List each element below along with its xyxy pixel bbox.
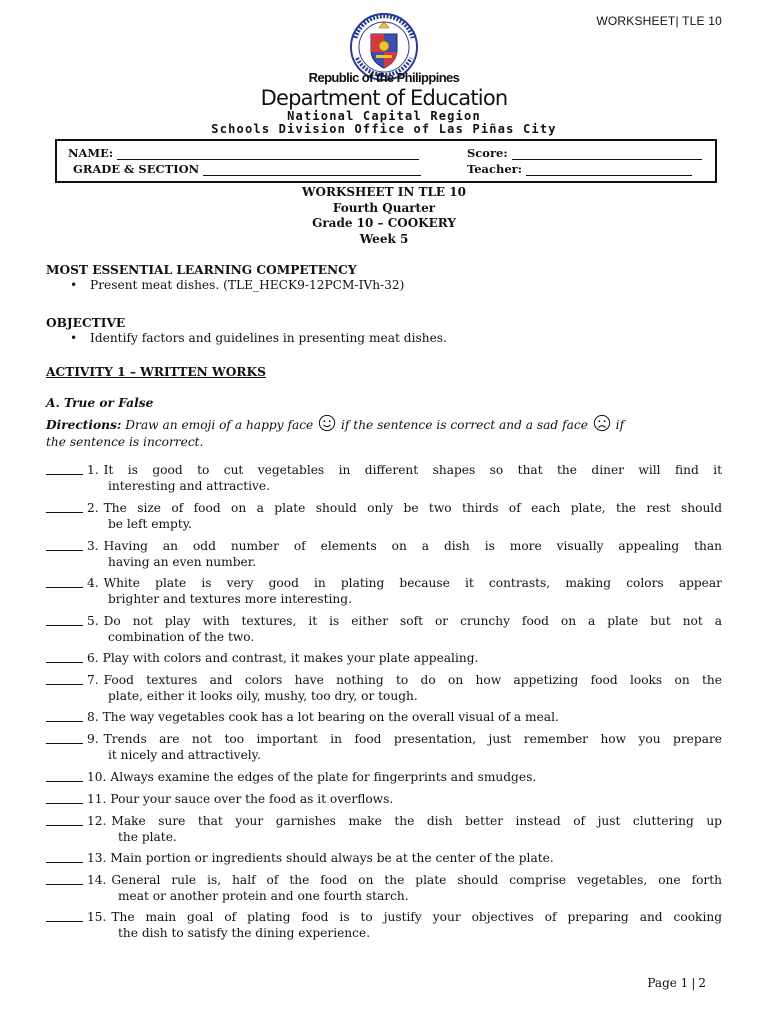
score-row bbox=[467, 146, 702, 160]
item-text: Make sure that your garnishes make the dish better instead of just cluttering up bbox=[111, 814, 722, 828]
item-number: 10. bbox=[87, 770, 107, 784]
item-text-cont: having an even number. bbox=[108, 554, 257, 569]
item-text: The main goal of plating food is to justify your objectives of preparing and cooking bbox=[111, 910, 722, 924]
list-item bbox=[46, 576, 722, 607]
answer-blank[interactable] bbox=[46, 651, 83, 663]
directions-text-1: Draw an emoji of a happy face bbox=[125, 418, 314, 432]
item-number: 6. bbox=[87, 651, 99, 665]
item-number: 5. bbox=[87, 614, 99, 628]
list-item bbox=[46, 501, 722, 532]
item-text-cont: it nicely and attractively. bbox=[108, 747, 261, 762]
page-total: 2 bbox=[698, 976, 706, 990]
week-label: Week 5 bbox=[359, 231, 409, 246]
item-text: Play with colors and contrast, it makes your plate appealing. bbox=[102, 651, 479, 665]
score-field[interactable] bbox=[512, 148, 702, 160]
worksheet-title-block bbox=[0, 185, 768, 247]
item-text: Food textures and colors have nothing to do on how appetizing food looks on the bbox=[103, 673, 722, 687]
part-a-section bbox=[46, 396, 726, 410]
answer-blank[interactable] bbox=[46, 814, 83, 826]
name-label: NAME: bbox=[68, 146, 114, 160]
answer-blank[interactable] bbox=[46, 539, 83, 551]
name-row bbox=[68, 146, 419, 160]
answer-blank[interactable] bbox=[46, 792, 83, 804]
item-number: 12. bbox=[87, 814, 107, 828]
objective-bullet bbox=[46, 331, 726, 345]
item-text: Always examine the edges of the plate for fingerprints and smudges. bbox=[110, 770, 537, 784]
list-item bbox=[46, 732, 722, 763]
item-text-cont: the plate. bbox=[118, 829, 177, 844]
list-item bbox=[46, 792, 722, 808]
worksheet-title: WORKSHEET IN TLE 10 bbox=[302, 185, 466, 199]
answer-blank[interactable] bbox=[46, 851, 83, 863]
directions bbox=[46, 414, 726, 451]
list-item bbox=[46, 539, 722, 570]
quarter-label: Fourth Quarter bbox=[332, 200, 436, 215]
item-number: 2. bbox=[87, 501, 99, 515]
bullet-icon: • bbox=[70, 331, 78, 345]
item-text: Main portion or ingredients should always be at the center of the plate. bbox=[110, 851, 554, 865]
item-number: 7. bbox=[87, 673, 99, 687]
list-item bbox=[46, 851, 722, 867]
list-item bbox=[46, 463, 722, 494]
objective-heading: OBJECTIVE bbox=[46, 316, 126, 330]
teacher-label: Teacher: bbox=[467, 162, 522, 176]
list-item bbox=[46, 651, 722, 667]
list-item bbox=[46, 710, 722, 726]
item-text: The way vegetables cook has a lot bearing on the overall visual of a meal. bbox=[102, 710, 559, 724]
item-text-cont: interesting and attractive. bbox=[108, 478, 271, 493]
answer-blank[interactable] bbox=[46, 770, 83, 782]
answer-blank[interactable] bbox=[46, 501, 83, 513]
objective-section bbox=[46, 316, 726, 345]
directions-label: Directions: bbox=[46, 418, 122, 432]
item-text-cont: plate, either it looks oily, mushy, too dry, or tough. bbox=[108, 688, 418, 703]
item-number: 4. bbox=[87, 576, 99, 590]
teacher-field[interactable] bbox=[526, 164, 692, 176]
happy-face-icon bbox=[318, 414, 336, 432]
item-number: 13. bbox=[87, 851, 107, 865]
list-item bbox=[46, 770, 722, 786]
item-text: General rule is, half of the food on the plate should comprise vegetables, one forth bbox=[111, 873, 722, 887]
item-number: 14. bbox=[87, 873, 107, 887]
item-text-cont: combination of the two. bbox=[108, 629, 255, 644]
grade-section-row bbox=[73, 162, 421, 176]
list-item bbox=[46, 873, 722, 904]
grade-section-label: GRADE & SECTION bbox=[73, 162, 200, 176]
republic-heading: Republic of the Philippines bbox=[308, 70, 460, 85]
name-field[interactable] bbox=[117, 148, 419, 160]
student-info-box bbox=[55, 139, 717, 183]
page-separator: | bbox=[691, 976, 696, 990]
grade-subject-label: Grade 10 – COOKERY bbox=[312, 216, 456, 230]
answer-blank[interactable] bbox=[46, 576, 83, 588]
bullet-icon: • bbox=[70, 278, 78, 292]
page-number bbox=[647, 976, 706, 990]
answer-blank[interactable] bbox=[46, 732, 83, 744]
melc-heading: MOST ESSENTIAL LEARNING COMPETENCY bbox=[46, 263, 357, 277]
answer-blank[interactable] bbox=[46, 673, 83, 685]
melc-section bbox=[46, 263, 726, 292]
item-text-cont: be left empty. bbox=[108, 516, 192, 531]
melc-bullet bbox=[46, 278, 726, 292]
list-item bbox=[46, 673, 722, 704]
item-text-cont: meat or another protein and one fourth starch. bbox=[118, 888, 409, 903]
item-text: Pour your sauce over the food as it overflows. bbox=[110, 792, 394, 806]
directions-text-3: if bbox=[615, 418, 625, 432]
list-item bbox=[46, 614, 722, 645]
item-text: Trends are not too important in food presentation, just remember how you prepare bbox=[103, 732, 722, 746]
page-label: Page 1 bbox=[647, 976, 689, 990]
item-text: Having an odd number of elements on a dish is more visually appealing than bbox=[103, 539, 722, 553]
activity-heading: ACTIVITY 1 – WRITTEN WORKS bbox=[46, 365, 266, 379]
item-number: 15. bbox=[87, 910, 107, 924]
answer-blank[interactable] bbox=[46, 463, 83, 475]
item-text-cont: the dish to satisfy the dining experience. bbox=[118, 925, 371, 940]
department-heading: Department of Education bbox=[260, 86, 508, 110]
item-number: 11. bbox=[87, 792, 107, 806]
item-number: 8. bbox=[87, 710, 99, 724]
sad-face-icon bbox=[593, 414, 611, 432]
directions-text-2: if the sentence is correct and a sad face bbox=[341, 418, 588, 432]
answer-blank[interactable] bbox=[46, 614, 83, 626]
division-heading: Schools Division Office of Las Piñas City bbox=[211, 122, 557, 136]
activity-section bbox=[46, 365, 726, 379]
list-item bbox=[46, 814, 722, 845]
objective-text: Identify factors and guidelines in presenting meat dishes. bbox=[90, 331, 447, 345]
answer-blank[interactable] bbox=[46, 910, 83, 922]
list-item bbox=[46, 910, 722, 941]
item-text: It is good to cut vegetables in different shapes so that the diner will find it bbox=[103, 463, 722, 477]
item-text: Do not play with textures, it is either soft or crunchy food on a plate but not a bbox=[103, 614, 722, 628]
part-a-heading: A. True or False bbox=[46, 396, 154, 410]
answer-blank[interactable] bbox=[46, 873, 83, 885]
teacher-row bbox=[467, 162, 692, 176]
item-text-cont: brighter and textures more interesting. bbox=[108, 591, 352, 606]
grade-section-field[interactable] bbox=[203, 164, 421, 176]
item-text: The size of food on a plate should only be two thirds of each plate, the rest should bbox=[103, 501, 722, 515]
item-number: 3. bbox=[87, 539, 99, 553]
item-text: White plate is very good in plating because it contrasts, making colors appear bbox=[103, 576, 722, 590]
worksheet-header-label: WORKSHEET| TLE 10 bbox=[596, 14, 722, 28]
item-number: 1. bbox=[87, 463, 99, 477]
directions-line2: the sentence is incorrect. bbox=[46, 435, 204, 449]
melc-text: Present meat dishes. (TLE_HECK9-12PCM-IVh-32) bbox=[90, 278, 405, 292]
score-label: Score: bbox=[467, 146, 508, 160]
answer-blank[interactable] bbox=[46, 710, 83, 722]
item-number: 9. bbox=[87, 732, 99, 746]
region-heading: National Capital Region bbox=[287, 109, 481, 123]
